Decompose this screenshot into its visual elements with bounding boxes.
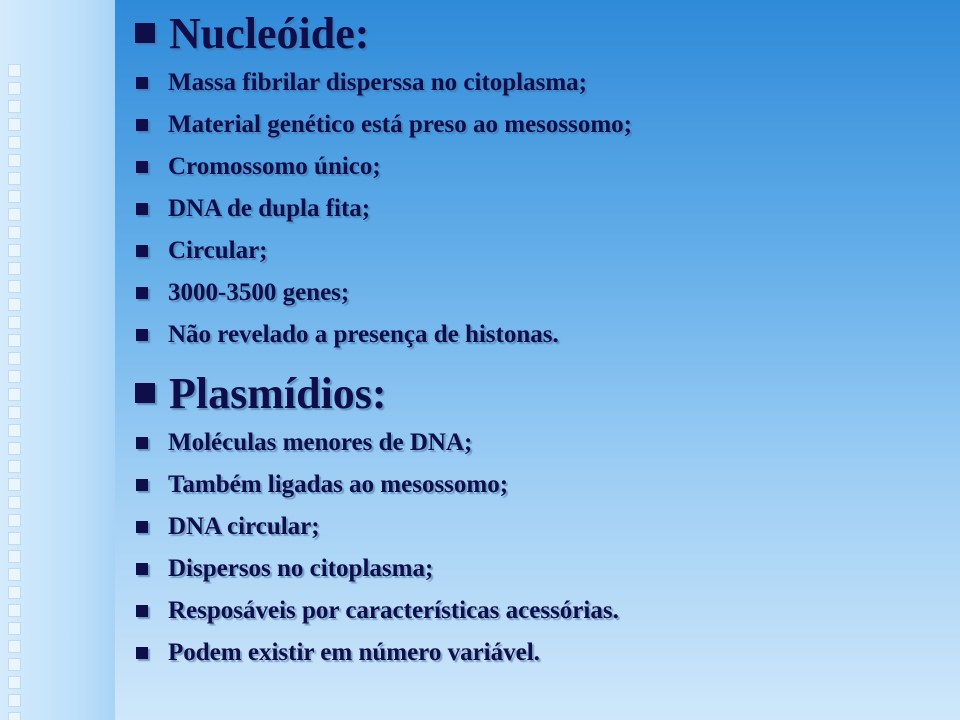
square-bullet-icon bbox=[136, 245, 148, 257]
square-bullet-icon bbox=[136, 605, 148, 617]
bullet-text: DNA de dupla fita; bbox=[168, 195, 371, 222]
decor-square-icon bbox=[8, 208, 21, 221]
decor-square-icon bbox=[8, 604, 21, 617]
decor-square-icon bbox=[8, 532, 21, 545]
decor-square-icon bbox=[8, 154, 21, 167]
bullet-item bbox=[133, 272, 933, 314]
square-bullet-icon bbox=[136, 521, 148, 533]
decor-square-icon bbox=[8, 190, 21, 203]
square-bullet-icon bbox=[136, 119, 148, 131]
slide-content bbox=[133, 4, 933, 674]
bullet-text: Dispersos no citoplasma; bbox=[168, 555, 434, 582]
square-bullet-icon bbox=[136, 77, 148, 89]
bullet-text: Massa fibrilar disperssa no citoplasma; bbox=[168, 69, 587, 96]
decor-square-icon bbox=[8, 280, 21, 293]
bullet-item bbox=[133, 548, 933, 590]
decor-square-icon bbox=[8, 496, 21, 509]
decor-square-icon bbox=[8, 676, 21, 689]
decor-square-icon bbox=[8, 100, 21, 113]
bullet-item bbox=[133, 506, 933, 548]
bullet-item bbox=[133, 104, 933, 146]
decor-square-icon bbox=[8, 694, 21, 707]
left-decorative-strip bbox=[0, 0, 115, 720]
bullet-item bbox=[133, 62, 933, 104]
square-bullet-icon bbox=[136, 647, 148, 659]
decor-square-icon bbox=[8, 406, 21, 419]
decor-square-icon bbox=[8, 442, 21, 455]
decor-square-icon bbox=[8, 712, 21, 720]
section-spacer bbox=[133, 356, 933, 364]
bullet-text: Não revelado a presença de histonas. bbox=[168, 321, 559, 348]
decor-square-icon bbox=[8, 622, 21, 635]
decor-square-icon bbox=[8, 118, 21, 131]
bullet-text: Moléculas menores de DNA; bbox=[168, 429, 473, 456]
square-bullet-icon bbox=[135, 23, 155, 43]
bullet-text: Podem existir em número variável. bbox=[168, 639, 540, 666]
bullet-text: Resposáveis por características acessórias. bbox=[168, 597, 619, 624]
section-heading-nucleoide bbox=[133, 4, 933, 62]
decor-square-icon bbox=[8, 460, 21, 473]
decor-square-icon bbox=[8, 352, 21, 365]
decor-square-icon bbox=[8, 172, 21, 185]
square-bullet-icon bbox=[136, 437, 148, 449]
square-bullet-icon bbox=[136, 203, 148, 215]
decor-square-icon bbox=[8, 316, 21, 329]
decor-square-icon bbox=[8, 424, 21, 437]
decor-square-icon bbox=[8, 64, 21, 77]
section-heading-plasmidios bbox=[133, 364, 933, 422]
bullet-text: Circular; bbox=[168, 237, 268, 264]
square-bullet-icon bbox=[136, 161, 148, 173]
decor-square-icon bbox=[8, 658, 21, 671]
bullet-text: Também ligadas ao mesossomo; bbox=[168, 471, 509, 498]
square-bullet-icon bbox=[136, 287, 148, 299]
decor-square-icon bbox=[8, 388, 21, 401]
decor-square-icon bbox=[8, 334, 21, 347]
decor-square-icon bbox=[8, 298, 21, 311]
decor-square-icon bbox=[8, 370, 21, 383]
decor-square-icon bbox=[8, 82, 21, 95]
heading-text: Plasmídios: bbox=[169, 368, 387, 418]
square-bullet-icon bbox=[136, 563, 148, 575]
bullet-item bbox=[133, 590, 933, 632]
bullet-text: 3000-3500 genes; bbox=[168, 279, 350, 306]
decorative-squares-column bbox=[8, 64, 24, 720]
bullet-item bbox=[133, 464, 933, 506]
decor-square-icon bbox=[8, 244, 21, 257]
bullet-item bbox=[133, 632, 933, 674]
decor-square-icon bbox=[8, 136, 21, 149]
square-bullet-icon bbox=[135, 383, 155, 403]
bullet-item bbox=[133, 146, 933, 188]
decor-square-icon bbox=[8, 640, 21, 653]
decor-square-icon bbox=[8, 262, 21, 275]
bullet-text: Material genético está preso ao mesossomo; bbox=[168, 111, 633, 138]
bullet-item bbox=[133, 422, 933, 464]
bullet-text: Cromossomo único; bbox=[168, 153, 381, 180]
decor-square-icon bbox=[8, 550, 21, 563]
heading-text: Nucleóide: bbox=[169, 8, 370, 58]
decor-square-icon bbox=[8, 568, 21, 581]
bullet-text: DNA circular; bbox=[168, 513, 320, 540]
decor-square-icon bbox=[8, 478, 21, 491]
decor-square-icon bbox=[8, 226, 21, 239]
bullet-item bbox=[133, 230, 933, 272]
bullet-item bbox=[133, 314, 933, 356]
decor-square-icon bbox=[8, 586, 21, 599]
square-bullet-icon bbox=[136, 479, 148, 491]
square-bullet-icon bbox=[136, 329, 148, 341]
bullet-item bbox=[133, 188, 933, 230]
decor-square-icon bbox=[8, 514, 21, 527]
